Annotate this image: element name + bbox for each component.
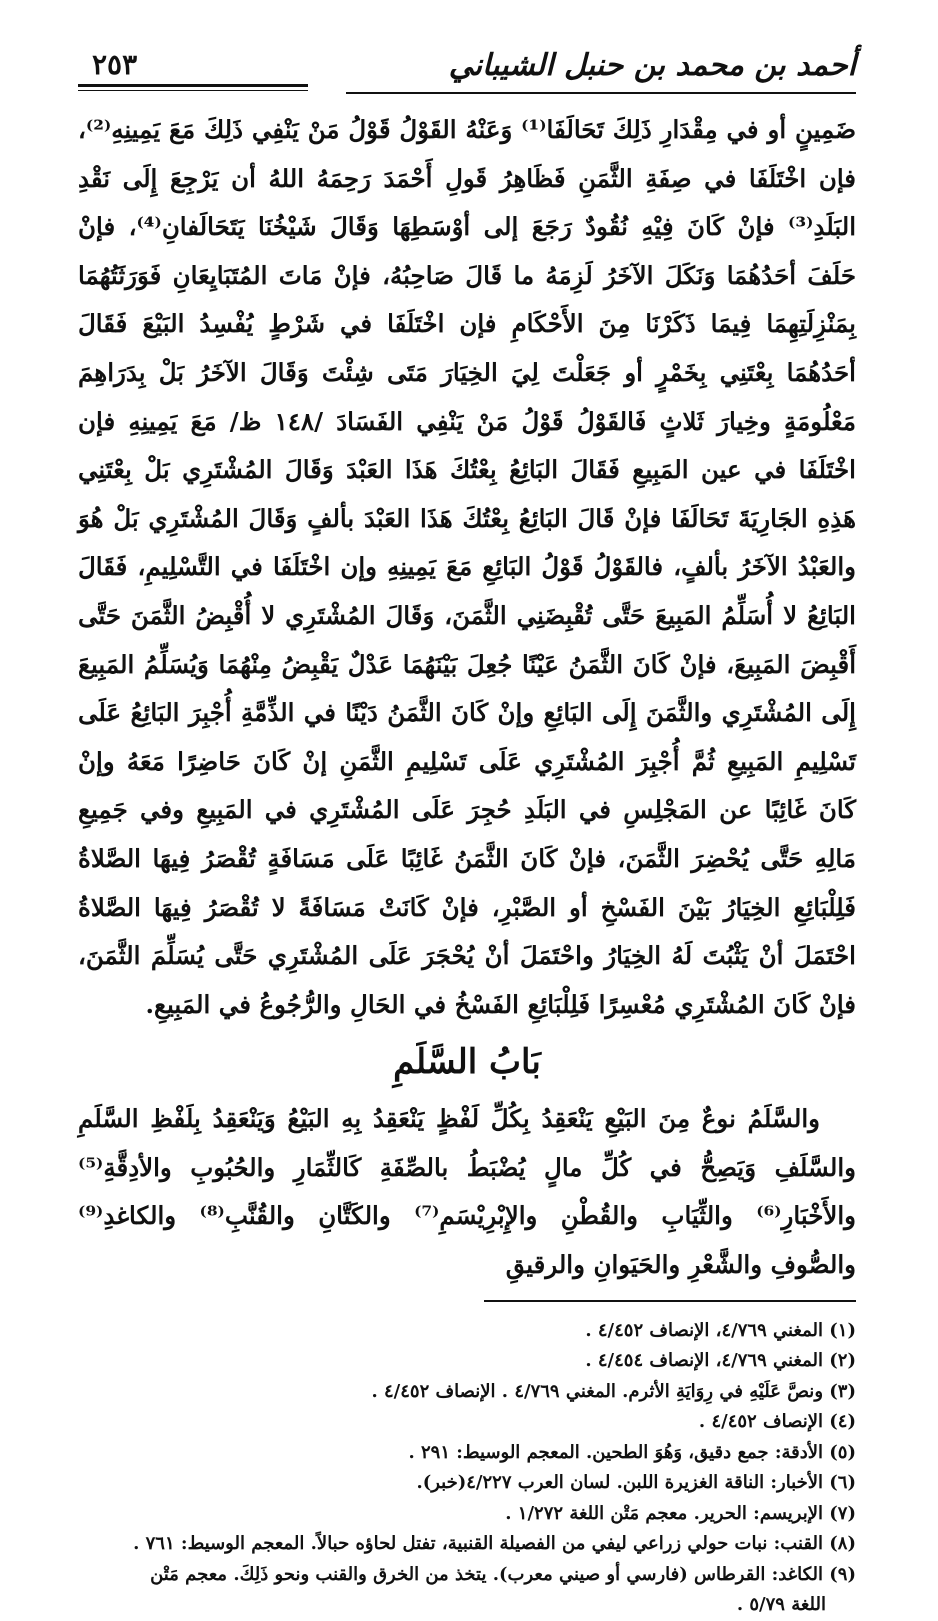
footnote-1: (١) المغني ٤/٧٦٩، الإنصاف ٤/٤٥٢ . xyxy=(585,1319,856,1341)
footnote-divider xyxy=(484,1300,856,1302)
page-number: ٢٥٣ xyxy=(86,48,143,81)
footnote-9-continued: اللغة ٥/٧٩ . xyxy=(736,1594,826,1616)
paragraph-salam: والسَّلَمُ نوعٌ مِنَ البَيْعِ يَنْعَقِدُ بِكُلِّ لَفْظٍ يَنْعَقِدُ بِهِ البَيْعُ وَيَنْعَقِدُ بِلَفْظِ السَّلَمِ والسَّلَفِ وَيَصِحُّ في كُلِّ مالٍ يُضْبَطُ بالصِّفَةِ كَالثِّمَارِ والحُبُوبِ والأدِقَّةِ⁽⁵⁾ والأَخْبَارِ⁽⁶⁾ والثِّيَابِ والقُطْنِ والإِبْرِيْسَمِ⁽⁷⁾ والكَتَّانِ والقُنَّبِ⁽⁸⁾ والكاغدِ⁽⁹⁾ والصُّوفِ والشَّعْرِ والحَيَوانِ والرقيقِ xyxy=(78,1104,856,1280)
footnote-9: (٩) الكاغد: القرطاس (فارسي أو صيني معرب). يتخذ من الخرق والقنب ونحو ذَلِكَ. معجم مَتْن xyxy=(150,1563,856,1585)
paragraph-sale-dispute: ضَمِينٍ أو في مِقْدَارِ ذَلِكَ تَحَالَفَا⁽¹⁾ وَعَنْهُ القَوْلُ قَوْلُ مَنْ يَنْفِي ذَلِكَ مَعَ يَمِينِهِ⁽²⁾، فإن اخْتَلَفَا في صِفَةِ الثَّمَنِ فَظَاهِرُ قَولِ أَحْمَدَ رَحِمَهُ اللهُ أن يَرْجِعَ إِلَى نَقْدِ البَلَدِ⁽³⁾ فإنْ كَانَ فِيْهِ نُقُودٌ رَجَعَ إلى أوْسَطِهَا وَقَالَ شَيْخُنَا يَتَحَالَفانِ⁽⁴⁾، فإنْ حَلَفَ أحَدُهُمَا وَنَكَلَ الآخَرُ لَزِمَهُ ما قَالَ صَاحِبُهُ، فإنْ مَاتَ المُتَبَايِعَانِ فَوَرَثَتُهُمَا بِمَنْزِلَتِهِمَا فِيمَا ذَكَرْنَا مِنَ الأَحْكَامِ فإن اخْتَلَفَا في شَرْطٍ يُفْسِدُ البَيْعَ فَقَالَ أحَدُهُمَا بِعْتَنِي بِخَمْرٍ أو جَعَلْتَ لِيَ الخِيَارَ مَتَى شِئْتَ وَقَالَ الآخَرُ بَلْ بِدَرَاهِمَ مَعْلُومَةٍ وخِيارَ ثَلاثٍ فَالقَوْلُ قَوْلُ مَنْ يَنْفِي الفَسَادَ /١٤٨ ظ/ مَعَ يَمِينِهِ فإن اخْتَلَفَا في عين المَبِيعِ فَقَالَ البَائِعُ بِعْتُكَ هَذَا العَبْدَ وَقَالَ المُشْتَرِي بَلْ بِعْتَنِي هَذِهِ الجَارِيَةَ تَحَالَفَا فإنْ قَالَ البَائِعُ بِعْتُكَ هَذَا العَبْدَ بألفٍ وَقَالَ المُشْتَرِي بَلْ هُوَ والعَبْدُ الآخَرُ بألفٍ، فالقَوْلُ قَوْلُ البَائِعِ مَعَ يَمِينِهِ وإن اخْتَلَفَا في التَّسْلِيمِ، فَقَالَ البَائِعُ لا أُسَلِّمُ المَبِيعَ حَتَّى تُقْبِضَنِي الثَّمَنَ، وَقَالَ المُشْتَرِي لا أُقْبِضُ الثَّمَنَ حَتَّى أَقْبِضَ المَبِيعَ، فإنْ كَانَ الثَّمَنُ عَيْنًا جُعِلَ بَيْنَهُمَا عَدْلٌ يَقْبِضُ مِنْهُمَا وَيُسَلِّمُ المَبِيعَ إِلَى المُشْتَرِي والثَّمَنَ إِلَى البَائِعِ وإنْ كَانَ الثَّمَنُ دَيْنًا في الذِّمَّةِ أُجْبِرَ البَائِعُ عَلَى تَسْلِيمِ المَبِيعِ ثُمَّ أُجْبِرَ المُشْتَرِي عَلَى تَسْلِيمِ الثَّمَنِ إنْ كَانَ حَاضِرًا مَعَهُ وإنْ كَانَ غَائِبًا عن المَجْلِسِ في البَلَدِ حُجِرَ عَلَى المُشْتَرِي في المَبِيعِ وفي جَمِيعِ مَالِهِ حَتَّى يُحْضِرَ الثَّمَنَ، فإنْ كَانَ الثَّمَنُ غَائِبًا عَلَى مَسَافَةٍ تُقْصَرُ فِيهَا الصَّلاةُ فَلِلْبَائِعِ الخِيَارُ بَيْنَ الفَسْخِ أو الصَّبْرِ، فإنْ كَانَتْ مَسَافَةً لا تُقْصَرُ فِيهَا الصَّلاةُ احْتَمَلَ أنْ يَثْبُتَ لَهُ الخِيَارُ واحْتَمَلَ أنْ يُحْجَرَ عَلَى المُشْتَرِي حَتَّى يُسَلِّمَ الثَّمَنَ، فإنْ كَانَ المُشْتَرِي مُعْسِرًا فَلِلْبَائِعِ الفَسْخُ في الحَالِ والرُّجُوعُ في المَبِيعِ. xyxy=(78,115,857,1019)
footnote-5: (٥) الأدقة: جمع دقيق، وَهُوَ الطحين. المعجم الوسيط: ٢٩١ . xyxy=(408,1441,856,1463)
main-text xyxy=(78,106,856,1029)
header-rule-right xyxy=(346,92,856,94)
chapter-text xyxy=(78,1095,856,1289)
header-rule-left xyxy=(78,84,308,91)
footnote-3: (٣) ونصَّ عَلَيْهِ في رِوَايَةِ الأثرم. المغني ٤/٧٦٩ . الإنصاف ٤/٤٥٢ . xyxy=(371,1380,856,1402)
footnote-6: (٦) الأخبار: الناقة الغزيرة اللبن. لسان العرب ٤/٢٢٧(خبر). xyxy=(416,1472,856,1494)
page-header xyxy=(78,44,856,102)
footnote-7: (٧) الإبريسم: الحرير. معجم مَتْن اللغة ١/٢٧٢ . xyxy=(505,1502,856,1524)
footnote-4: (٤) الإنصاف ٤/٤٥٢ . xyxy=(698,1411,856,1433)
footnote-2: (٢) المغني ٤/٧٦٩، الإنصاف ٤/٤٥٤ . xyxy=(585,1350,856,1372)
running-title: أحمد بن محمد بن حنبل الشيباني xyxy=(448,48,856,83)
footnote-8: (٨) القنب: نبات حولي زراعي ليفي من الفصيلة القنبية، تفتل لحاؤه حبالاً. المعجم الوسيط: ٧٦١ . xyxy=(133,1533,856,1555)
footnotes xyxy=(78,1316,856,1621)
chapter-heading: بَابُ السَّلَمِ xyxy=(393,1042,541,1083)
